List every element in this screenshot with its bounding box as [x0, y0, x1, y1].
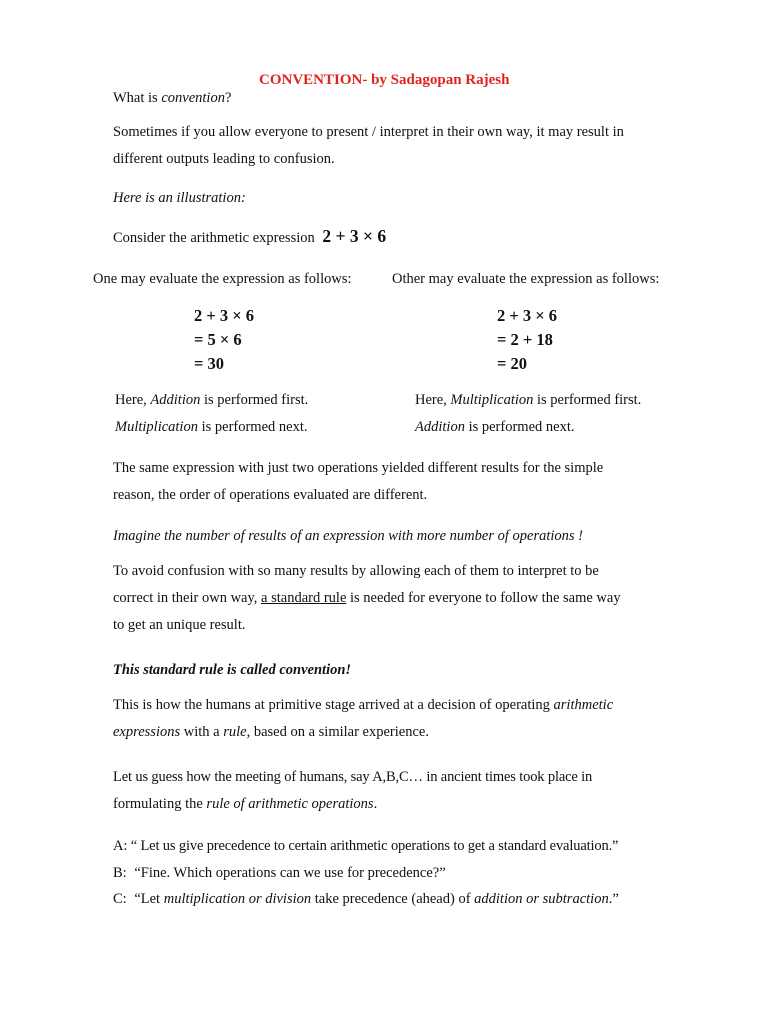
dialog-c-em1: multiplication or division [163, 891, 312, 907]
right-note-1 [415, 391, 641, 409]
imagine-line [113, 527, 583, 545]
guess-line-2 [113, 795, 377, 813]
dialog-a-label: A: [113, 838, 128, 854]
humans-line-2-mid: with a [180, 724, 224, 740]
right-step-2: = 2 + 18 [497, 330, 553, 349]
right-note-1-pre: Here, [415, 392, 451, 408]
humans-line-1-em: arithmetic [553, 697, 614, 713]
dialog-a [113, 837, 618, 855]
dialog-c [113, 890, 619, 908]
left-step-3: = 30 [194, 354, 225, 373]
dialog-c-post: .” [608, 891, 619, 907]
left-note-2-post: is performed next. [197, 419, 308, 435]
dialog-c-em2: addition or subtraction [474, 891, 609, 907]
consider-text: Consider the arithmetic expression [113, 230, 315, 246]
rule-called-line [113, 661, 351, 679]
same-line-1: The same expression with just two operations yielded different results for the simple [113, 460, 604, 476]
dialog-c-label: C: [113, 891, 127, 907]
left-heading: One may evaluate the expression as follows: [93, 271, 352, 287]
question-em: convention [161, 90, 225, 106]
avoid-line-1: To avoid confusion with so many results by allowing each of them to interpret to be [113, 563, 599, 579]
consider-line [113, 227, 386, 247]
consider-expression: 2 + 3 × 6 [322, 226, 387, 246]
dialog-c-body [134, 891, 618, 907]
rule-called-text: This standard rule is called convention! [113, 662, 352, 678]
humans-line-2 [113, 723, 429, 741]
humans-line-1 [113, 696, 613, 714]
same-line-2: reason, the order of operations evaluated are different. [113, 487, 428, 503]
dialog-c-mid: take precedence (ahead) of [311, 891, 475, 907]
question-post: ? [224, 90, 232, 106]
illustration-text: Here is an illustration: [113, 190, 246, 206]
dialog-a-text: “ Let us give precedence to certain arithmetic operations to get a standard evaluation.” [130, 838, 619, 854]
right-step-3: = 20 [497, 354, 528, 373]
dialog-b [113, 864, 446, 882]
humans-line-1-pre: This is how the humans at primitive stage arrived at a decision of operating [113, 697, 554, 713]
right-heading: Other may evaluate the expression as follows: [392, 271, 660, 287]
dialog-b-label: B: [113, 865, 127, 881]
avoid-line-2 [113, 589, 621, 607]
page-title: CONVENTION- by Sadagopan Rajesh [259, 72, 510, 88]
left-step-2: = 5 × 6 [194, 330, 242, 349]
avoid-line-3: to get an unique result. [113, 617, 246, 633]
left-step-1: 2 + 3 × 6 [194, 306, 255, 325]
right-note-2-em: Addition [415, 419, 465, 435]
standard-rule-underlined: a standard rule [261, 590, 347, 606]
avoid-line-2-pre: correct in their own way, [113, 590, 262, 606]
intro-line-2: different outputs leading to confusion. [113, 151, 335, 167]
left-note-1 [115, 391, 308, 409]
right-note-1-em: Multiplication [450, 392, 534, 408]
guess-line-2-em: rule of arithmetic operations [206, 796, 374, 812]
left-note-2-em: Multiplication [115, 419, 198, 435]
avoid-line-2-post: is needed for everyone to follow the same way [346, 590, 621, 606]
question-pre: What is [113, 90, 162, 106]
left-note-1-em: Addition [150, 392, 201, 408]
right-step-1: 2 + 3 × 6 [497, 306, 558, 325]
right-note-2-post: is performed next. [464, 419, 575, 435]
left-note-1-pre: Here, [115, 392, 151, 408]
left-note-1-post: is performed first. [200, 392, 309, 408]
humans-line-2-post: , based on a similar experience. [246, 724, 429, 740]
guess-line-1: Let us guess how the meeting of humans, say A,B,C… in ancient times took place in [113, 769, 593, 785]
humans-line-2-em2: rule [223, 724, 247, 740]
humans-line-2-em1: expressions [113, 724, 181, 740]
left-note-2 [115, 418, 308, 436]
intro-line-1: Sometimes if you allow everyone to present / interpret in their own way, it may result in [113, 124, 624, 140]
dialog-c-pre: “Let [134, 891, 164, 907]
right-note-2 [415, 418, 574, 436]
right-note-1-post: is performed first. [533, 392, 642, 408]
dialog-b-text: “Fine. Which operations can we use for precedence?” [134, 865, 446, 881]
guess-line-2-post: . [373, 796, 378, 812]
guess-line-2-pre: formulating the [113, 796, 207, 812]
imagine-text: Imagine the number of results of an expression with more number of operations ! [113, 528, 583, 544]
illustration-heading [113, 189, 246, 207]
question-line [113, 89, 231, 107]
